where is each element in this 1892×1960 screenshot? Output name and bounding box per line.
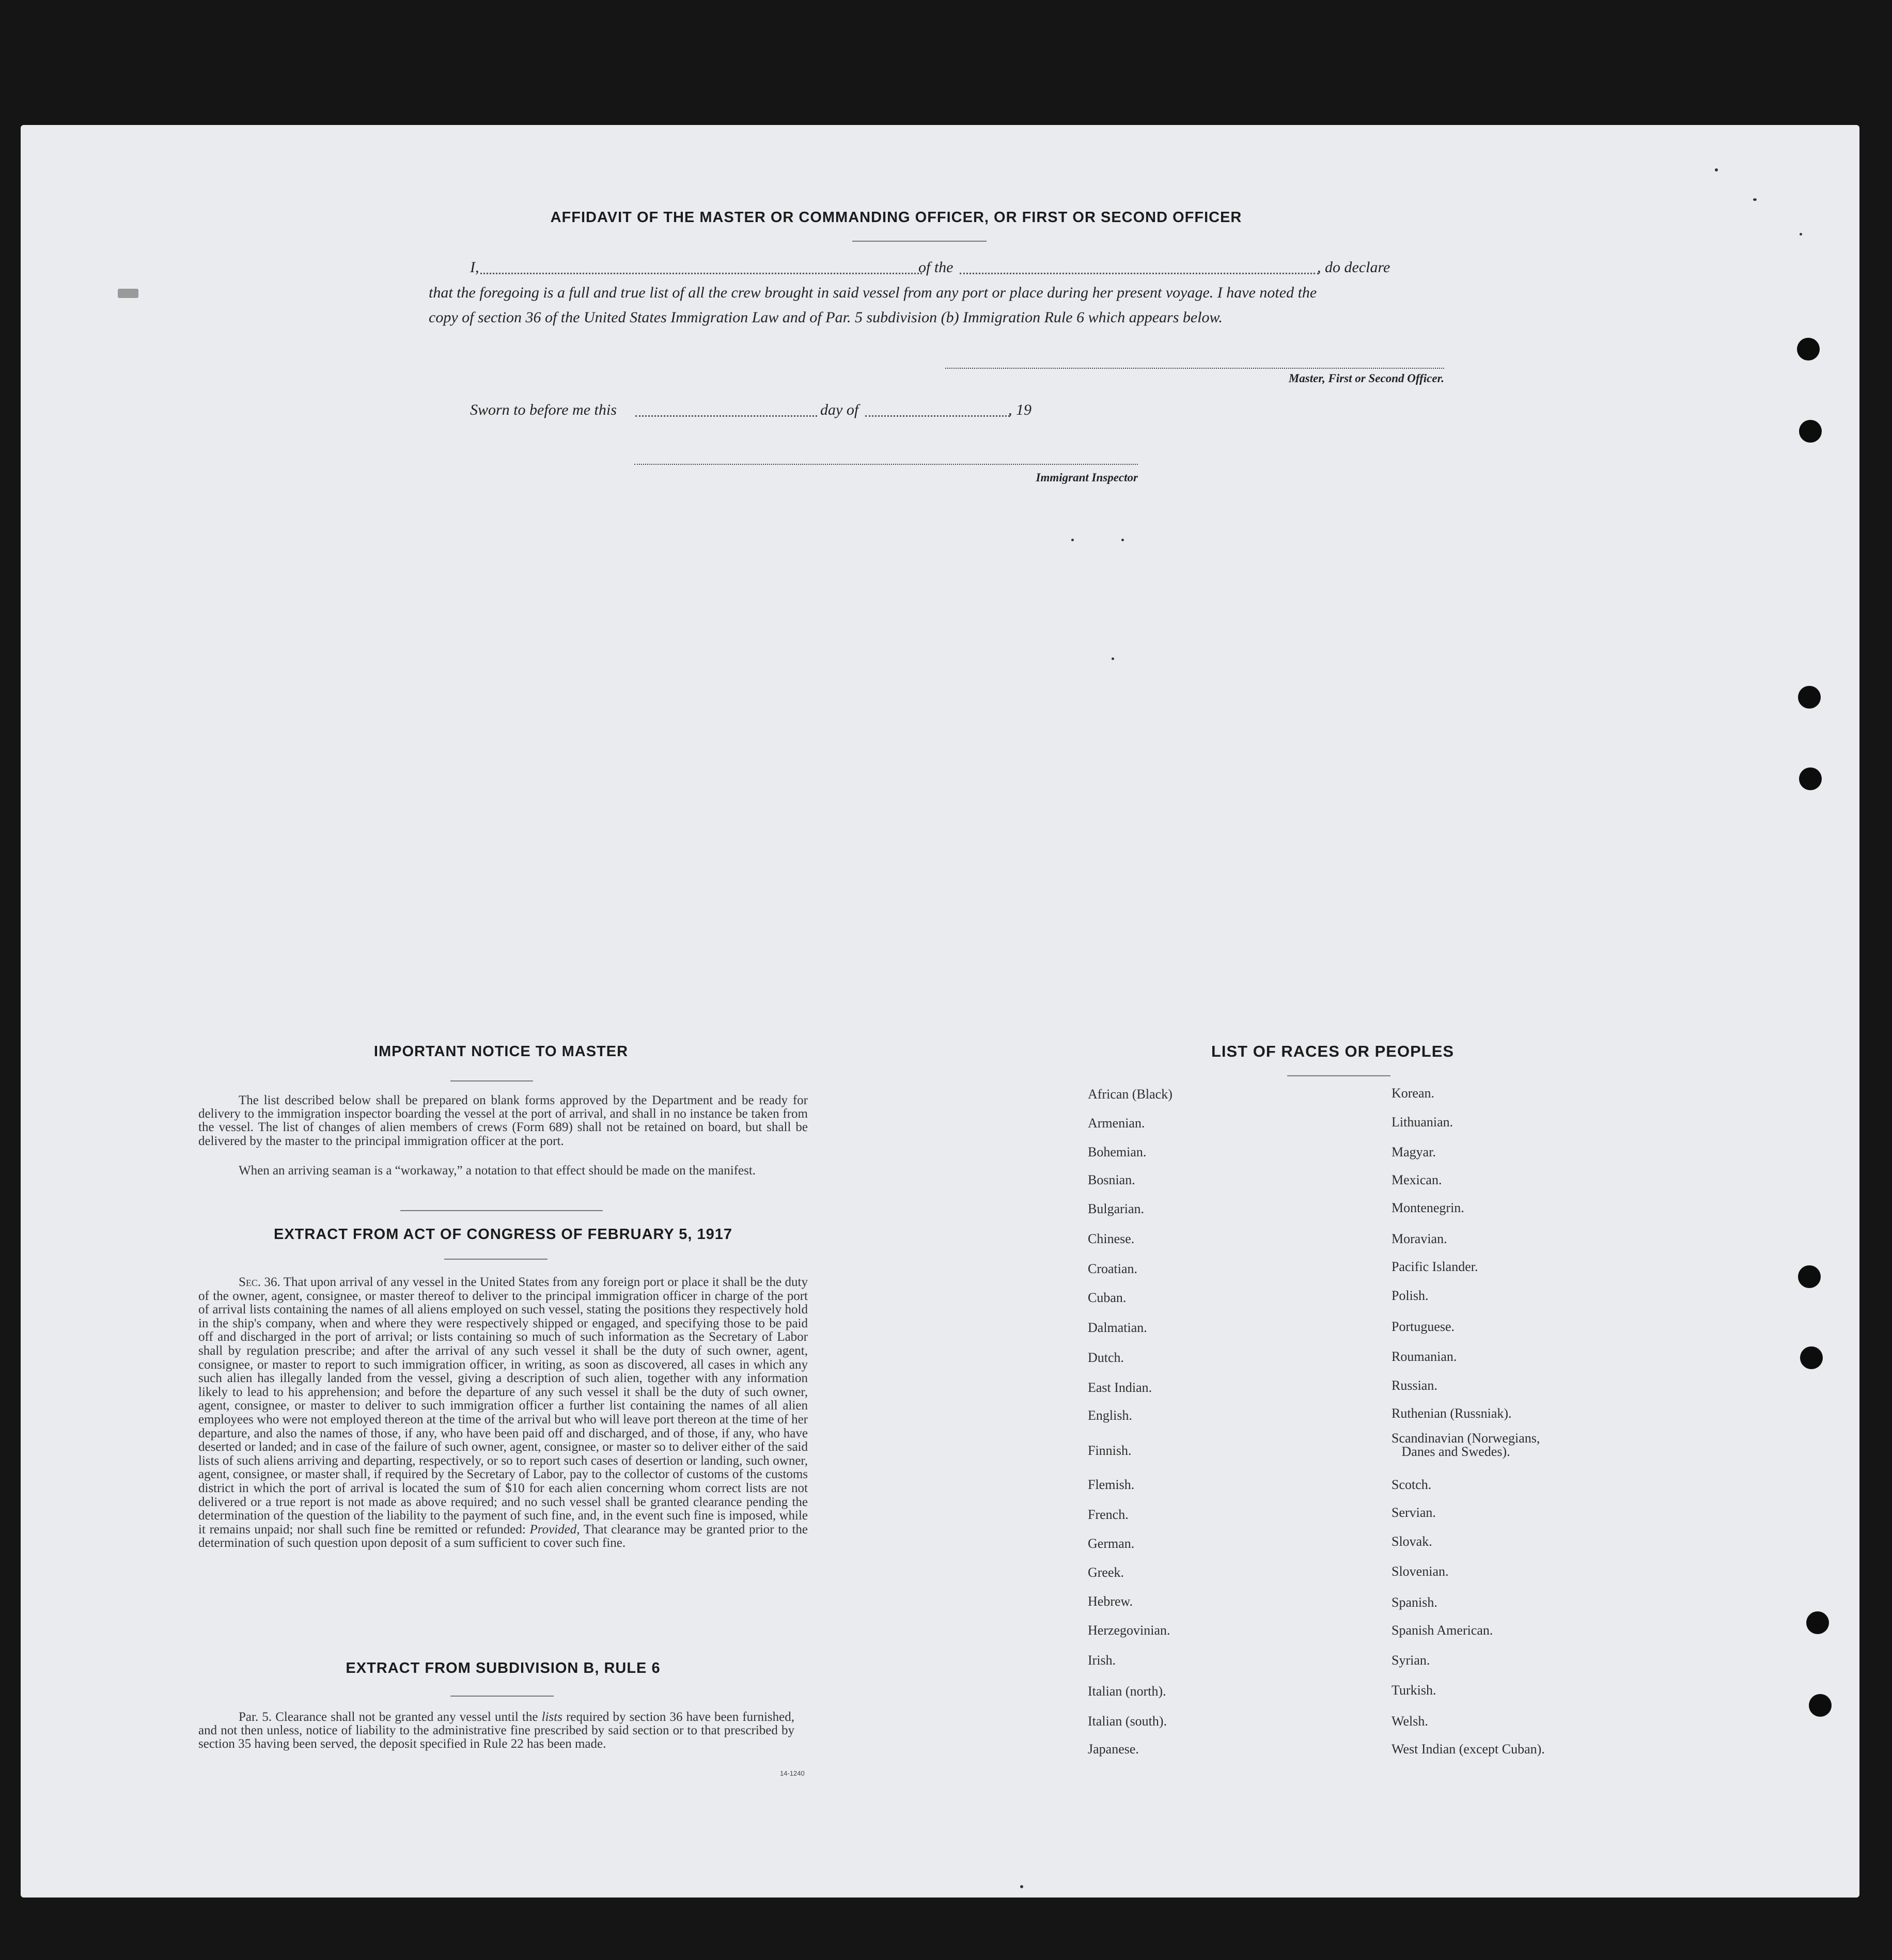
- race-entry: Dalmatian.: [1088, 1320, 1147, 1335]
- scan-smudge: [118, 289, 138, 298]
- race-entry: Roumanian.: [1391, 1349, 1457, 1364]
- race-entry: Ruthenian (Russniak).: [1391, 1406, 1512, 1421]
- race-entry: Bosnian.: [1088, 1172, 1135, 1187]
- scan-speck: [1800, 233, 1802, 236]
- race-entry: Irish.: [1088, 1653, 1116, 1668]
- race-entry: African (Black): [1088, 1087, 1172, 1102]
- officer-signature-label: Master, First or Second Officer.: [1288, 372, 1444, 385]
- race-entry: Chinese.: [1088, 1231, 1135, 1246]
- rule-par-5-text: [198, 1711, 794, 1751]
- race-entry: Lithuanian.: [1391, 1115, 1453, 1130]
- scan-speck: [1715, 168, 1718, 171]
- race-entry: Flemish.: [1088, 1477, 1135, 1492]
- race-entry: Welsh.: [1391, 1714, 1428, 1729]
- inspector-signature-line: [634, 464, 1138, 465]
- scan-speck: [1020, 1885, 1023, 1888]
- section-36-body: That upon arrival of any vessel in the United States from any foreign port or place it shall be the duty of the owner, agent, consignee, or master thereof to deliver to the principal immigration officer in charge of the port of arrival lists containing the names of all aliens employed on such vessel, stating the positions they respectively hold in the ship's company, when and where they were respectively shipped or engaged, and specifying those to be paid off and discharged in the port of arrival; or lists containing so much of such information as the Secretary of Labor shall by regulation prescribe; and after the arrival of any such vessel it shall be the duty of such owner, agent, consignee, or master to report to such immigration officer, in writing, as soon as discovered, all cases in which any such alien has illegally landed from the vessel, giving a description of such alien, together with any information likely to lead to his apprehension; and before the departure of any such vessel it shall be the duty of such owner, agent, consignee, or master to deliver to such immigration officer a further list containing the names of all alien employees who were not employed thereon at the time of the arrival but who will leave port thereon at the time of her departure, and also the names of those, if any, who have been paid off and discharged, and of those, if any, who have deserted or landed; and in case of the failure of such owner, agent, consignee, or master so to deliver either of the said lists of such aliens arriving and departing, respectively, or so to report such cases of desertion or landing, such owner, agent, consignee, or master shall, if required by the Secretary of Labor, pay to the collector of customs of the customs district in which the port of arrival is located the sum of $10 for each alien concerning whom correct lists are not delivered or a true report is not made as above required; and no such vessel shall be granted clearance pending the determination of the question of the liability to the payment of such fine, and, in the event such fine is imposed, while it remains unpaid; nor shall such fine be remitted or refunded:: [198, 1275, 808, 1536]
- sworn-year-label: , 19: [1008, 401, 1031, 418]
- officer-signature-line: [945, 368, 1444, 369]
- affidavit-declare-label: , do declare: [1317, 259, 1390, 276]
- form-page: [21, 125, 1859, 1898]
- race-entry: Greek.: [1088, 1565, 1124, 1580]
- race-entry: Portuguese.: [1391, 1319, 1455, 1334]
- race-entry: Scandinavian (Norwegians, Danes and Swedes).: [1391, 1431, 1540, 1459]
- act-extract-title: EXTRACT FROM ACT OF CONGRESS OF FEBRUARY 5, 1917: [273, 1226, 733, 1243]
- rule-extract-title: EXTRACT FROM SUBDIVISION B, RULE 6: [346, 1660, 661, 1676]
- race-entry: Magyar.: [1391, 1144, 1436, 1159]
- race-entry: Turkish.: [1391, 1683, 1436, 1698]
- race-entry: Bohemian.: [1088, 1144, 1147, 1159]
- race-entry: Slovenian.: [1391, 1564, 1449, 1579]
- race-entry: Spanish American.: [1391, 1623, 1493, 1638]
- vessel-blank: [960, 273, 1319, 274]
- affidavit-declaration-line: [470, 255, 1446, 280]
- race-entry: Herzegovinian.: [1088, 1623, 1170, 1638]
- binder-hole: [1798, 686, 1821, 709]
- section-label: Sec. 36.: [239, 1275, 280, 1289]
- sworn-day-label: day of: [820, 401, 859, 418]
- affidavit-i-label: I,: [470, 259, 479, 276]
- act-divider: [444, 1259, 548, 1260]
- notice-divider: [450, 1080, 533, 1081]
- race-entry: Italian (south).: [1088, 1714, 1167, 1729]
- binder-hole: [1800, 1346, 1823, 1369]
- affidavit-title: AFFIDAVIT OF THE MASTER OR COMMANDING OFFICER, OR FIRST OR SECOND OFFICER: [550, 209, 1242, 226]
- race-entry: Moravian.: [1391, 1231, 1447, 1246]
- race-entry: Spanish.: [1391, 1595, 1437, 1610]
- form-number: 14-1240: [780, 1769, 805, 1777]
- par-5-body-cont: required by section 36 have been furnished, and not then unless, notice of liability to the administrative fine prescribed by said section or to that prescribed by section 35 having been served, the deposit specified in Rule 22 has been made.: [198, 1710, 795, 1751]
- binder-hole: [1798, 1265, 1821, 1288]
- race-entry: Mexican.: [1391, 1172, 1442, 1187]
- race-entry: Pacific Islander.: [1391, 1259, 1478, 1274]
- lists-word: lists: [541, 1710, 562, 1724]
- race-entry: German.: [1088, 1536, 1135, 1551]
- sworn-day-blank: [635, 415, 817, 417]
- scan-speck: [1112, 657, 1114, 660]
- races-divider: [1287, 1075, 1390, 1076]
- act-section-36-text: [198, 1276, 808, 1550]
- race-entry: East Indian.: [1088, 1380, 1152, 1395]
- race-entry: Russian.: [1391, 1378, 1437, 1393]
- race-entry: West Indian (except Cuban).: [1391, 1742, 1545, 1757]
- race-entry: Montenegrin.: [1391, 1200, 1464, 1215]
- binder-hole: [1799, 420, 1822, 443]
- race-entry: Polish.: [1391, 1288, 1429, 1303]
- race-entry: Korean.: [1391, 1086, 1435, 1101]
- notice-paragraph-workaway: When an arriving seaman is a “workaway,” a notation to that effect should be made on the manifest.: [239, 1164, 756, 1178]
- race-entry: Cuban.: [1088, 1290, 1127, 1305]
- race-entry: Finnish.: [1088, 1443, 1132, 1458]
- race-entry: Dutch.: [1088, 1350, 1124, 1365]
- notice-title: IMPORTANT NOTICE TO MASTER: [373, 1043, 629, 1060]
- sworn-prefix: Sworn to before me this: [470, 401, 617, 418]
- affidavit-statement: that the foregoing is a full and true list of all the crew brought in said vessel from any port or place during her present voyage. I have noted the: [429, 284, 1317, 301]
- proviso-word: Provided,: [529, 1522, 580, 1536]
- scan-speck: [1121, 539, 1124, 541]
- race-entry: Hebrew.: [1088, 1594, 1133, 1609]
- binder-hole: [1806, 1611, 1829, 1634]
- binder-hole: [1797, 338, 1820, 360]
- races-title: LIST OF RACES OR PEOPLES: [1211, 1042, 1455, 1060]
- affidavit-of-label: of the: [918, 259, 953, 276]
- par-5-body: Clearance shall not be granted any vessel until the: [275, 1710, 538, 1724]
- name-blank: [480, 273, 922, 274]
- par-label: Par. 5.: [239, 1710, 272, 1724]
- affidavit-statement-cont: copy of section 36 of the United States Immigration Law and of Par. 5 subdivision (b) Immigration Rule 6 which appears below.: [429, 309, 1223, 326]
- sworn-month-blank: [865, 415, 1010, 417]
- race-entry: Armenian.: [1088, 1116, 1145, 1131]
- binder-hole: [1809, 1694, 1832, 1717]
- binder-hole: [1799, 767, 1822, 790]
- scan-speck: [1071, 539, 1074, 541]
- scan-speck: [1753, 198, 1757, 201]
- race-entry: Italian (north).: [1088, 1684, 1166, 1699]
- race-entry: Servian.: [1391, 1505, 1436, 1520]
- race-entry: Japanese.: [1088, 1742, 1139, 1757]
- race-entry: Croatian.: [1088, 1261, 1138, 1276]
- inspector-signature-label: Immigrant Inspector: [1036, 471, 1138, 484]
- notice-paragraph: The list described below shall be prepared on blank forms approved by the Department and be ready for delivery to the immigration inspector boarding the vessel at the port of arrival, and shall in no instance be taken from the vessel. The list of changes of alien members of crews (Form 689) shall not be retained on board, but shall be delivered by the master to the principal immigration officer at the port.: [198, 1093, 808, 1148]
- sworn-line: [470, 398, 1142, 422]
- race-entry: French.: [1088, 1507, 1129, 1522]
- title-divider: [852, 241, 987, 242]
- rule-divider: [450, 1696, 554, 1697]
- section-divider: [400, 1210, 603, 1211]
- race-entry: Scotch.: [1391, 1477, 1432, 1492]
- race-entry: Slovak.: [1391, 1534, 1432, 1549]
- section-36-proviso-text: That clearance may be granted prior to the determination of such question upon deposit of a sum sufficient to cover such fine.: [198, 1522, 808, 1550]
- race-entry: English.: [1088, 1408, 1132, 1423]
- race-entry: Syrian.: [1391, 1653, 1430, 1668]
- race-entry: Bulgarian.: [1088, 1201, 1145, 1216]
